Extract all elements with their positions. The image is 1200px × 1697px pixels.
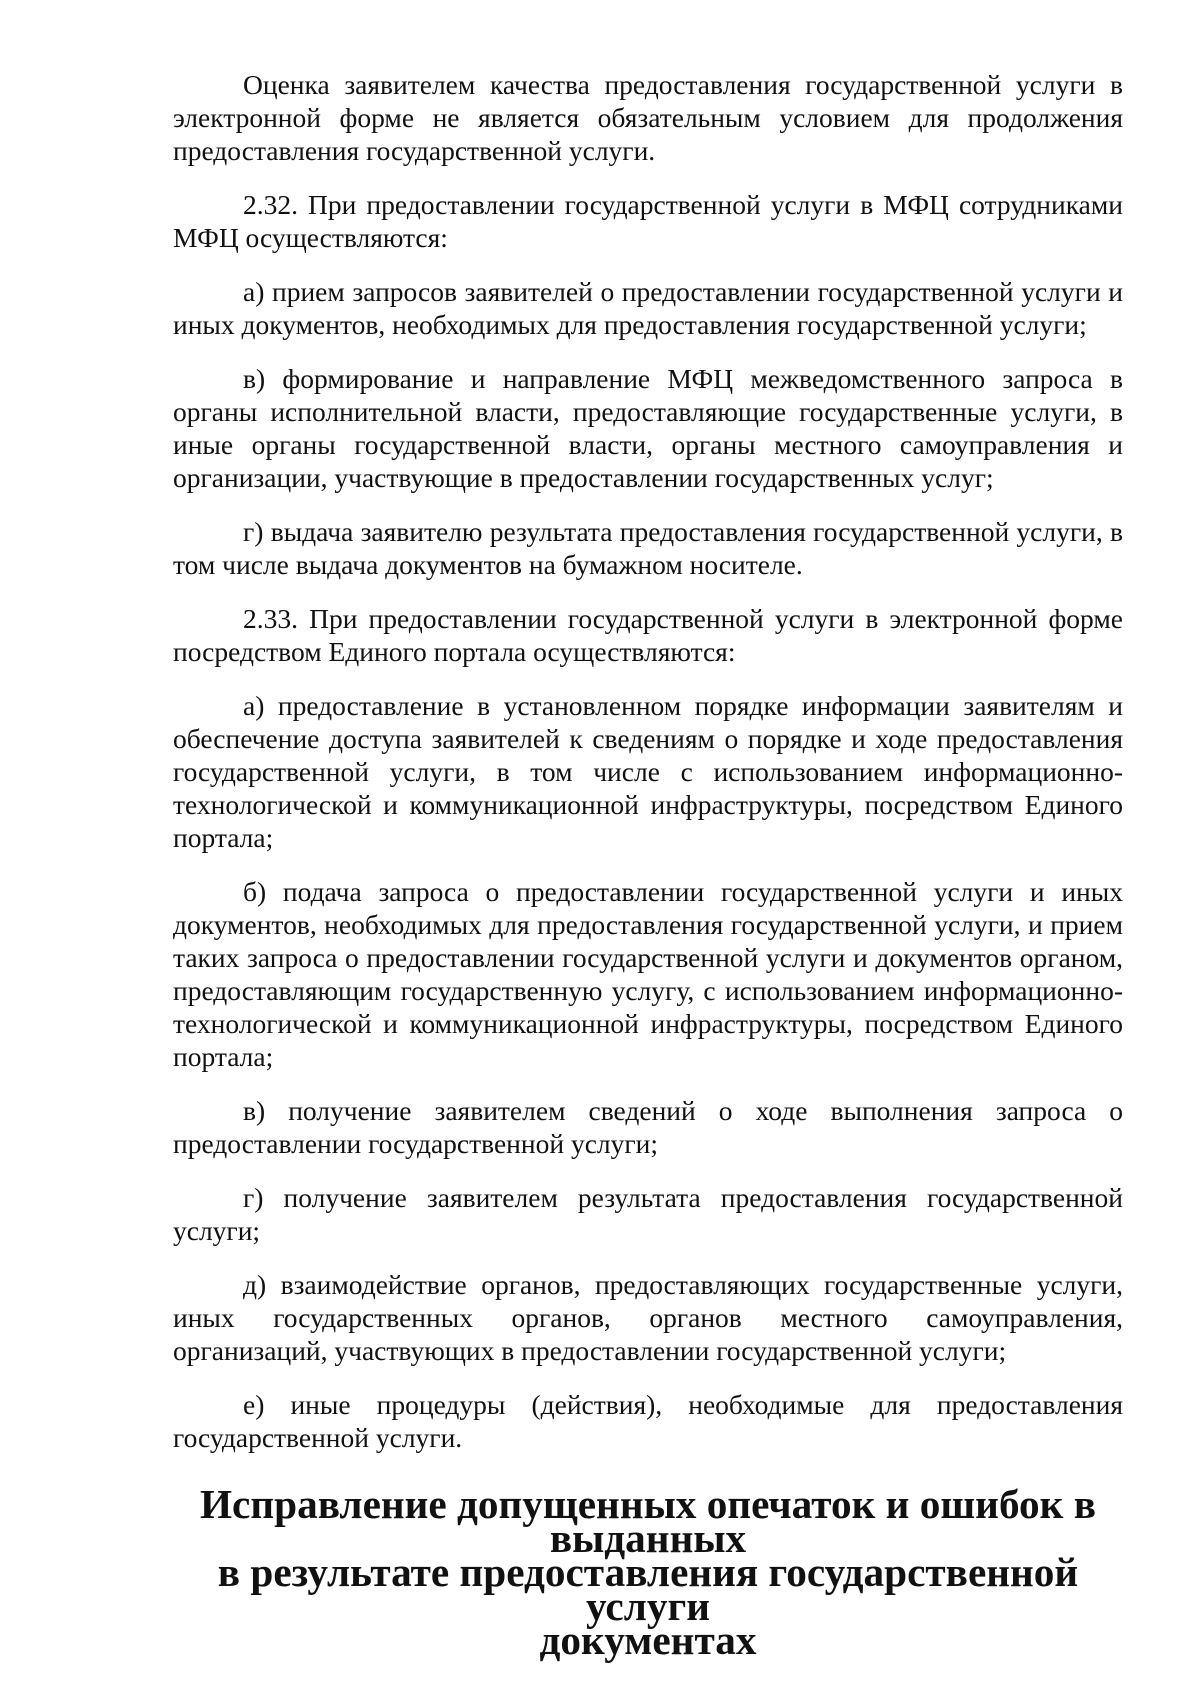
paragraph-2-33-e: е) иные процедуры (действия), необходимые для предоставления государственной услуги. [173, 1389, 1123, 1453]
section-heading [173, 1481, 1123, 1663]
section-heading-line-1: Исправление допущенных опечаток и ошибок в выданных [199, 1481, 1097, 1561]
paragraph-2-33-b: б) подача запроса о предоставлении государственной услуги и иных документов, необходимых для предоставления государственной услуги, и прием таких запроса о предоставлении государственной услуги и документов органом, предоставляющим государственную услугу, с использованием информационно-технологической и коммуникационной инфраструктуры, посредством Единого портала; [173, 876, 1123, 1072]
paragraph-2-33-d: д) взаимодействие органов, предоставляющих государственные услуги, иных государственных органов, органов местного самоуправления, организаций, участвующих в предоставлении государственной услуги; [173, 1269, 1123, 1366]
paragraph-2-33: 2.33. При предоставлении государственной услуги в электронной форме посредством Единого портала осуществляются: [173, 603, 1123, 667]
paragraph-2-32-a: а) прием запросов заявителей о предоставлении государственной услуги и иных документов, необходимых для предоставления государственной услуги; [173, 276, 1123, 340]
paragraph-assessment: Оценка заявителем качества предоставления государственной услуги в электронной форме не является обязательным условием для продолжения предоставления государственной услуги. [173, 69, 1123, 166]
section-heading-line-2: в результате предоставления государственной услуги [217, 1549, 1079, 1629]
document-page [173, 68, 1123, 1663]
paragraph-2-32-g: г) выдача заявителю результата предоставления государственной услуги, в том числе выдача документов на бумажном носителе. [173, 516, 1123, 580]
section-heading-line-3: документах [539, 1617, 757, 1663]
paragraph-2-33-g: г) получение заявителем результата предоставления государственной услуги; [173, 1182, 1123, 1246]
paragraph-2-32: 2.32. При предоставлении государственной услуги в МФЦ сотрудниками МФЦ осуществляются: [173, 189, 1123, 253]
paragraph-2-32-v: в) формирование и направление МФЦ межведомственного запроса в органы исполнительной власти, предоставляющие государственные услуги, в иные органы государственной власти, органы местного самоуправления и организации, участвующие в предоставлении государственных услуг; [173, 363, 1123, 493]
paragraph-2-33-v: в) получение заявителем сведений о ходе выполнения запроса о предоставлении государственной услуги; [173, 1095, 1123, 1159]
paragraph-2-33-a: а) предоставление в установленном порядке информации заявителям и обеспечение доступа заявителей к сведениям о порядке и ходе предоставления государственной услуги, в том числе с использованием информационно-технологической и коммуникационной инфраструктуры, посредством Единого портала; [173, 690, 1123, 853]
